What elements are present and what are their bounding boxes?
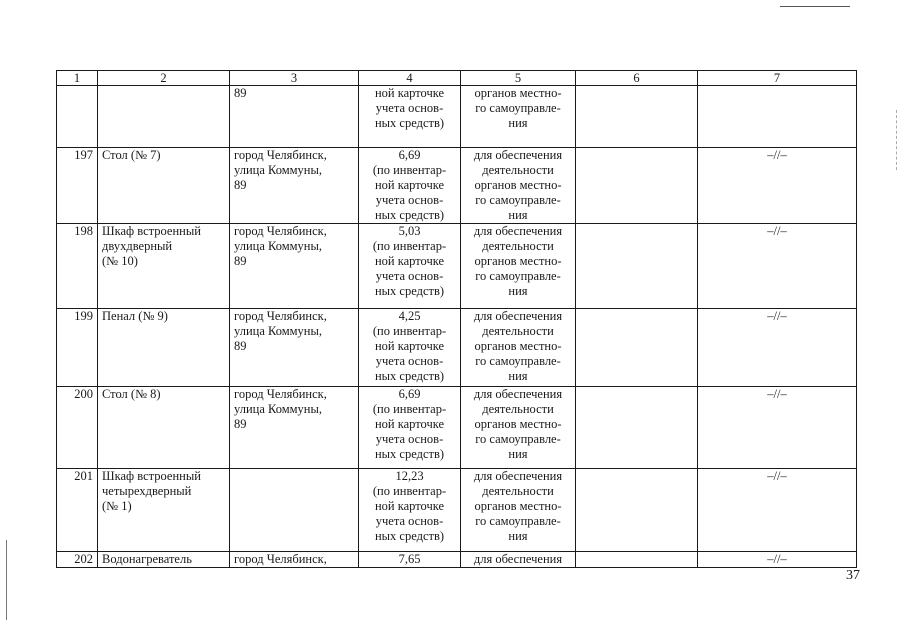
- column-header: 3: [230, 71, 359, 86]
- column-header: 4: [359, 71, 461, 86]
- row-number-cell: [57, 86, 98, 148]
- address-line: город Челябинск,: [234, 309, 327, 323]
- purpose-line: деятельности: [482, 239, 554, 253]
- value-cell: [359, 552, 461, 568]
- address-line: 89: [234, 417, 247, 431]
- item-name-cell: [98, 86, 230, 148]
- purpose-line: ния: [508, 447, 528, 461]
- value-line: 5,03: [398, 224, 421, 238]
- address-cell: [230, 148, 359, 224]
- purpose-line: для обеспечения: [473, 387, 563, 401]
- purpose-cell: [461, 148, 576, 224]
- value-cell: [359, 224, 461, 309]
- purpose-cell: [461, 224, 576, 309]
- purpose-line: ния: [508, 284, 528, 298]
- item-name-line: (№ 1): [102, 499, 132, 513]
- column-header: 7: [698, 71, 857, 86]
- column-7-cell: [698, 224, 857, 309]
- address-line: 89: [234, 339, 247, 353]
- item-name-cell: [98, 387, 230, 469]
- column-7-cell: [698, 552, 857, 568]
- row-number: 197: [74, 148, 93, 162]
- value-cell: [359, 148, 461, 224]
- value-line: ных средств): [374, 208, 445, 222]
- column-6-cell: [576, 387, 698, 469]
- value-line: ной карточке: [374, 417, 445, 431]
- address-line: улица Коммуны,: [234, 163, 323, 177]
- column-6-cell: [576, 309, 698, 387]
- value-line: ных средств): [374, 529, 445, 543]
- margin-line: [6, 540, 7, 620]
- purpose-line: органов местно-: [474, 499, 562, 513]
- column-6-cell: [576, 86, 698, 148]
- value-line: ной карточке: [374, 339, 445, 353]
- purpose-line: го самоуправле-: [475, 269, 561, 283]
- purpose-line: органов местно-: [474, 254, 562, 268]
- purpose-line: для обеспечения: [473, 224, 563, 238]
- margin-line: [896, 110, 897, 170]
- item-name-cell: [98, 469, 230, 552]
- purpose-line: ния: [508, 208, 528, 222]
- address-line: город Челябинск,: [234, 224, 327, 238]
- item-name-cell: [98, 148, 230, 224]
- item-name-line: четырехдверный: [102, 484, 192, 498]
- purpose-line: го самоуправле-: [475, 514, 561, 528]
- value-cell: [359, 387, 461, 469]
- purpose-line: деятельности: [482, 402, 554, 416]
- header-row: [57, 71, 857, 86]
- row-number: 198: [74, 224, 93, 238]
- address-line: улица Коммуны,: [234, 239, 323, 253]
- purpose-line: для обеспечения: [473, 552, 563, 566]
- item-name-line: Водонагреватель: [102, 552, 192, 566]
- purpose-line: деятельности: [482, 324, 554, 338]
- address-line: город Челябинск,: [234, 387, 327, 401]
- purpose-line: деятельности: [482, 163, 554, 177]
- column-header: 6: [576, 71, 698, 86]
- item-name-line: (№ 10): [102, 254, 138, 268]
- purpose-cell: [461, 469, 576, 552]
- value-line: 4,25: [398, 309, 421, 323]
- value-line: ных средств): [374, 284, 445, 298]
- address-cell: [230, 387, 359, 469]
- value-line: учета основ-: [375, 269, 444, 283]
- value-line: 6,69: [398, 387, 421, 401]
- value-line: (по инвентар-: [372, 402, 447, 416]
- value-line: ной карточке: [374, 499, 445, 513]
- value-line: ных средств): [374, 447, 445, 461]
- column-header: 1: [57, 71, 98, 86]
- address-line: город Челябинск,: [234, 148, 327, 162]
- row-number: 202: [74, 552, 93, 566]
- value-cell: [359, 309, 461, 387]
- ditto-mark: –//–: [767, 552, 787, 566]
- table-row: [57, 224, 857, 309]
- value-line: ной карточке: [374, 254, 445, 268]
- table-row: [57, 309, 857, 387]
- purpose-cell: [461, 86, 576, 148]
- address-cell: [230, 309, 359, 387]
- item-name-line: Шкаф встроенный: [102, 224, 201, 238]
- purpose-line: для обеспечения: [473, 469, 563, 483]
- item-name-cell: [98, 309, 230, 387]
- row-number: 200: [74, 387, 93, 401]
- item-name-line: Пенал (№ 9): [102, 309, 168, 323]
- column-7-cell: [698, 148, 857, 224]
- value-line: ной карточке: [374, 86, 445, 100]
- value-line: (по инвентар-: [372, 484, 447, 498]
- column-6-cell: [576, 224, 698, 309]
- purpose-line: ния: [508, 116, 528, 130]
- purpose-line: для обеспечения: [473, 148, 563, 162]
- value-cell: [359, 86, 461, 148]
- item-name-line: Стол (№ 7): [102, 148, 161, 162]
- row-number: 199: [74, 309, 93, 323]
- address-cell: [230, 86, 359, 148]
- purpose-line: ния: [508, 369, 528, 383]
- page-number: 37: [846, 568, 860, 583]
- table-row: [57, 86, 857, 148]
- row-number-cell: [57, 148, 98, 224]
- purpose-cell: [461, 387, 576, 469]
- ditto-mark: –//–: [767, 224, 787, 238]
- top-rule: [780, 6, 850, 7]
- purpose-line: го самоуправле-: [475, 432, 561, 446]
- row-number-cell: [57, 469, 98, 552]
- column-header: 5: [461, 71, 576, 86]
- address-cell: [230, 224, 359, 309]
- address-cell: [230, 469, 359, 552]
- table-row: [57, 148, 857, 224]
- item-name-line: Стол (№ 8): [102, 387, 161, 401]
- table-row: [57, 552, 857, 568]
- address-cell: [230, 552, 359, 568]
- value-line: учета основ-: [375, 514, 444, 528]
- value-line: (по инвентар-: [372, 163, 447, 177]
- purpose-line: органов местно-: [474, 417, 562, 431]
- column-6-cell: [576, 552, 698, 568]
- address-line: 89: [234, 254, 247, 268]
- address-line: улица Коммуны,: [234, 402, 323, 416]
- value-line: (по инвентар-: [372, 324, 447, 338]
- value-line: ных средств): [374, 116, 445, 130]
- value-line: учета основ-: [375, 101, 444, 115]
- column-header: 2: [98, 71, 230, 86]
- purpose-line: ния: [508, 529, 528, 543]
- value-line: 12,23: [395, 469, 424, 483]
- value-line: (по инвентар-: [372, 239, 447, 253]
- value-line: ных средств): [374, 369, 445, 383]
- ditto-mark: –//–: [767, 309, 787, 323]
- row-number: 201: [74, 469, 93, 483]
- column-7-cell: [698, 387, 857, 469]
- item-name-cell: [98, 552, 230, 568]
- purpose-line: го самоуправле-: [475, 101, 561, 115]
- item-name-line: двухдверный: [102, 239, 173, 253]
- row-number-cell: [57, 552, 98, 568]
- item-name-cell: [98, 224, 230, 309]
- purpose-line: го самоуправле-: [475, 354, 561, 368]
- value-line: ной карточке: [374, 178, 445, 192]
- ditto-mark: –//–: [767, 469, 787, 483]
- property-table: [56, 70, 857, 568]
- address-line: город Челябинск,: [234, 552, 327, 566]
- purpose-line: деятельности: [482, 484, 554, 498]
- address-line: улица Коммуны,: [234, 324, 323, 338]
- column-6-cell: [576, 469, 698, 552]
- row-number-cell: [57, 224, 98, 309]
- table-row: [57, 469, 857, 552]
- purpose-cell: [461, 552, 576, 568]
- purpose-line: го самоуправле-: [475, 193, 561, 207]
- purpose-cell: [461, 309, 576, 387]
- column-7-cell: [698, 309, 857, 387]
- purpose-line: для обеспечения: [473, 309, 563, 323]
- row-number-cell: [57, 309, 98, 387]
- value-line: 6,69: [398, 148, 421, 162]
- value-line: учета основ-: [375, 432, 444, 446]
- table-row: [57, 387, 857, 469]
- ditto-mark: –//–: [767, 148, 787, 162]
- value-line: 7,65: [398, 552, 421, 566]
- column-6-cell: [576, 148, 698, 224]
- purpose-line: органов местно-: [474, 178, 562, 192]
- value-line: учета основ-: [375, 193, 444, 207]
- value-line: учета основ-: [375, 354, 444, 368]
- column-7-cell: [698, 469, 857, 552]
- address-line: 89: [234, 178, 247, 192]
- row-number-cell: [57, 387, 98, 469]
- ditto-mark: –//–: [767, 387, 787, 401]
- address-line: 89: [234, 86, 247, 100]
- item-name-line: Шкаф встроенный: [102, 469, 201, 483]
- value-cell: [359, 469, 461, 552]
- purpose-line: органов местно-: [474, 339, 562, 353]
- column-7-cell: [698, 86, 857, 148]
- purpose-line: органов местно-: [474, 86, 562, 100]
